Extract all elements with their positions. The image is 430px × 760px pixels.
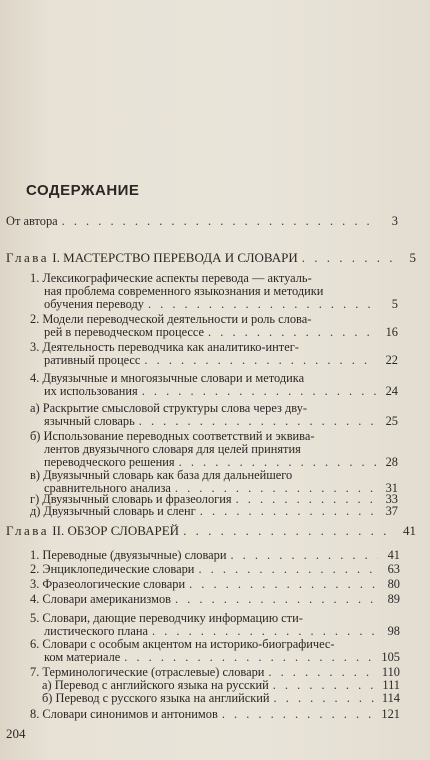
toc-entry-text: листического плана [44, 624, 148, 638]
toc-entry-text: 4. Двуязычные и многоязычные словари и методика [30, 371, 305, 385]
toc-entry [30, 505, 398, 518]
toc-entry-text: обучения переводу [44, 297, 144, 311]
leader-dots [208, 326, 376, 339]
leader-dots [183, 524, 394, 537]
toc-entry [30, 563, 400, 576]
toc-entry [42, 692, 400, 705]
toc-page-number: 80 [387, 577, 400, 591]
toc-page-number: 5 [409, 250, 416, 265]
toc-chapter-1 [6, 251, 416, 264]
toc-entry-text: 1. Лексикографические аспекты перевода — актуаль- [30, 271, 312, 285]
toc-page-number: 63 [387, 562, 400, 576]
toc-entry [30, 402, 398, 428]
toc-entry [30, 272, 398, 311]
toc-entry-text: ная проблема современного языкознания и методики [44, 284, 324, 298]
chapter-prefix: Глава [6, 250, 50, 265]
leader-dots [200, 505, 376, 518]
toc-entry-text: лентов двуязычного словаря для целей принятия [44, 442, 301, 456]
toc-entry [30, 593, 400, 606]
toc-entry [30, 638, 400, 664]
toc-page-number: 5 [391, 297, 398, 311]
toc-entry-text: 3. Деятельность переводчика как аналитико-интег- [30, 340, 299, 354]
leader-dots [124, 651, 377, 664]
leader-dots [62, 215, 376, 228]
toc-entry-text: переводческого решения [44, 455, 175, 469]
toc-page-number: 28 [385, 455, 398, 469]
toc-page-number: 22 [385, 353, 398, 367]
toc-entry [30, 313, 398, 339]
toc-entry-text: их использования [44, 384, 138, 398]
toc-entry-text: а) Перевод с английского языка на русский [42, 678, 269, 692]
toc-entry-author [6, 215, 398, 228]
toc-page-number: 41 [403, 523, 416, 538]
leader-dots [148, 298, 376, 311]
toc-entry-text: 2. Модели переводческой деятельности и роль слова- [30, 312, 312, 326]
toc-page-number: 121 [381, 707, 400, 721]
toc-entry-text: 1. Переводные (двуязычные) словари [30, 548, 227, 562]
toc-entry-text: в) Двуязычный словарь как база для дальнейшего [30, 468, 293, 482]
leader-dots [274, 692, 378, 705]
toc-entry-text: б) Использование переводных соответствий и эквива- [30, 429, 315, 443]
toc-page-number: 105 [381, 650, 400, 664]
leader-dots [273, 679, 378, 692]
leader-dots [189, 578, 378, 591]
toc-entry [30, 341, 398, 367]
toc-page-number: 114 [381, 691, 400, 705]
toc-entry-text: сравнительного анализа [44, 481, 171, 495]
toc-entry [30, 372, 398, 398]
toc-entry-text: ком материале [44, 650, 121, 664]
toc-entry-text: язычный словарь [44, 414, 135, 428]
toc-entry-text: 6. Словари с особым акцентом на историко-биографичес- [30, 637, 335, 651]
toc-entry-text: б) Перевод с русского языка на английский [42, 691, 270, 705]
chapter-number: II. [52, 523, 65, 538]
chapter-prefix: Глава [6, 523, 50, 538]
leader-dots [142, 385, 376, 398]
toc-page-number: 16 [385, 325, 398, 339]
toc-entry-text: 4. Словари американизмов [30, 592, 172, 606]
toc-entry-text: д) Двуязычный словарь и сленг [30, 504, 196, 518]
toc-page-number: 31 [385, 481, 398, 495]
chapter-title: ОБЗОР СЛОВАРЕЙ [67, 523, 180, 538]
toc-entry-text: а) Раскрытие смысловой структуры слова через дву- [30, 401, 308, 415]
toc-page-number: 98 [387, 624, 400, 638]
toc-page-number: 3 [391, 214, 398, 228]
leader-dots [175, 593, 378, 606]
toc-entry-text: рей в переводческом процессе [44, 325, 205, 339]
toc-page-number: 111 [382, 678, 400, 692]
toc-page-number: 37 [385, 504, 398, 518]
toc-entry [30, 708, 400, 721]
toc-entry-text: ративный процесс [44, 353, 141, 367]
toc-entry [30, 430, 398, 469]
toc-entry-text: 8. Словари синонимов и антонимов [30, 707, 218, 721]
toc-entry [30, 578, 400, 591]
toc-entry-text: 5. Словари, дающие переводчику информацию сти- [30, 611, 303, 625]
leader-dots [230, 549, 378, 562]
toc-entry-text: От автора [6, 214, 58, 228]
toc-entry [30, 549, 400, 562]
toc-entry-text: 7. Терминологические (отраслевые) словари [30, 665, 265, 679]
toc-page-number: 24 [385, 384, 398, 398]
leader-dots [302, 251, 394, 264]
toc-page-number: 89 [387, 592, 400, 606]
toc-page-number: 25 [385, 414, 398, 428]
toc-entry-text: 3. Фразеологические словари [30, 577, 186, 591]
page-number: 204 [6, 726, 26, 741]
toc-entry-text: 2. Энциклопедические словари [30, 562, 195, 576]
leader-dots [198, 563, 378, 576]
leader-dots [144, 354, 376, 367]
toc-entry-text: г) Двуязычный словарь и фразеология [30, 492, 232, 506]
toc-chapter-2 [6, 524, 416, 537]
toc-page-number: 41 [387, 548, 400, 562]
chapter-number: I. [52, 250, 60, 265]
page-title: СОДЕРЖАНИЕ [26, 182, 140, 199]
leader-dots [139, 415, 376, 428]
chapter-title: МАСТЕРСТВО ПЕРЕВОДА И СЛОВАРИ [63, 250, 298, 265]
leader-dots [222, 708, 378, 721]
leader-dots [268, 666, 377, 679]
toc-page-number: 110 [381, 665, 400, 679]
toc-page-number: 33 [385, 492, 398, 506]
toc-entry [30, 612, 400, 638]
